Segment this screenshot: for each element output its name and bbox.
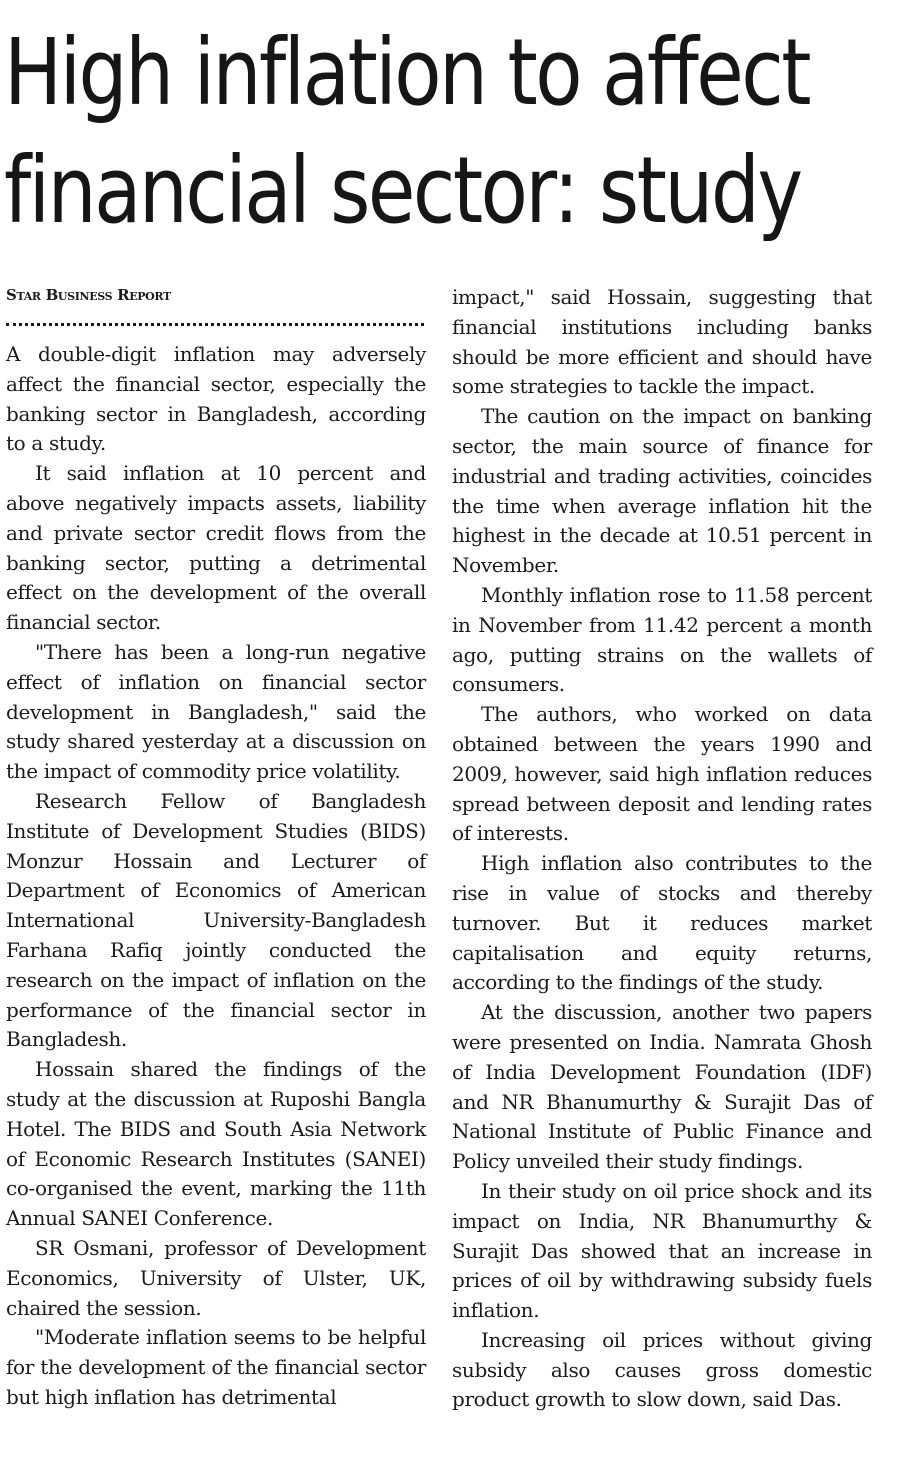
paragraph: Hossain shared the findings of the study at the discussion at Ruposhi Bangla Hotel. The BIDS and South Asia Network of Economic Research Institutes (SANEI) co-organised the event, marking the 11th Annual SANEI Conference. [6,1057,426,1231]
paragraph: Research Fellow of Bangladesh Institute of Development Studies (BIDS) Monzur Hossain and Lecturer of Department of Economics of American International University-Bangladesh Farhana Rafiq jointly conducted the research on the impact of inflation on the performance of the financial sector in Bangladesh. [6,788,426,1052]
paragraph: Increasing oil prices without giving subsidy also causes gross domestic product growth to slow down, said Das. [452,1327,872,1412]
byline-divider [6,317,424,326]
paragraph: High inflation also contributes to the rise in value of stocks and thereby turnover. But it reduces market capitalisation and equity returns, according to the findings of the study. [452,851,872,995]
byline: Star Business Report [6,286,171,304]
article-column-left [6,283,426,1413]
paragraph: The caution on the impact on banking sector, the main source of finance for industrial and trading activities, coincides the time when average inflation hit the highest in the decade at 10.51 percent in November. [452,404,872,578]
paragraph: Monthly inflation rose to 11.58 percent in November from 11.42 percent a month ago, putting strains on the wallets of consumers. [452,582,872,697]
headline-line-2: financial sector: study [4,137,801,244]
paragraph: In their study on oil price shock and its impact on India, NR Bhanumurthy & Surajit Das showed that an increase in prices of oil by withdrawing subsidy fuels inflation. [452,1178,872,1323]
paragraph: A double-digit inflation may adversely affect the financial sector, especially the banking sector in Bangladesh, according to a study. [6,342,426,456]
paragraph: The authors, who worked on data obtained between the years 1990 and 2009, however, said high inflation reduces spread between deposit and lending rates of interests. [452,702,872,846]
article-column-right [452,283,872,1415]
headline [4,14,810,250]
paragraph: "There has been a long-run negative effect of inflation on financial sector development in Bangladesh," said the study shared yesterday at a discussion on the impact of commodity price volatility. [6,639,426,784]
headline-line-1: High inflation to affect [4,19,810,126]
paragraph: It said inflation at 10 percent and above negatively impacts assets, liability and private sector credit flows from the banking sector, putting a detrimental effect on the development of the overall financial sector. [6,461,426,635]
paragraph: "Moderate inflation seems to be helpful for the development of the financial sector but high inflation has detrimental [6,1325,426,1409]
paragraph: At the discussion, another two papers were presented on India. Namrata Ghosh of India Development Foundation (IDF) and NR Bhanumurthy & Surajit Das of National Institute of Public Finance and Policy unveiled their study findings. [452,1000,872,1174]
paragraph: SR Osmani, professor of Development Economics, University of Ulster, UK, chaired the session. [6,1235,426,1320]
paragraph: impact," said Hossain, suggesting that financial institutions including banks should be more efficient and should have some strategies to tackle the impact. [452,285,872,399]
